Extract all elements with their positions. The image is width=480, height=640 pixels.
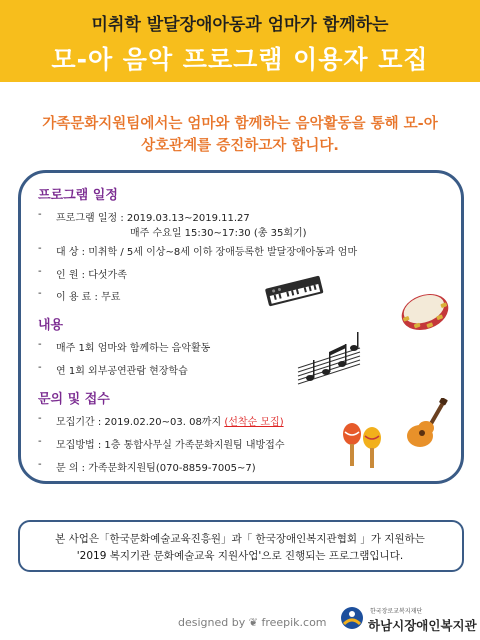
footer-line-2: '2019 복지기관 문화예술교육 지원사업'으로 진행되는 프로그램입니다.	[76, 550, 404, 562]
logo-foundation-name: 한국장로교복지재단	[370, 608, 423, 615]
schedule-item-fee: 이 용 료 : 무료	[56, 292, 121, 303]
content-item-yearly: 연 1회 외부공연관람 현장학습	[56, 366, 188, 377]
header-banner	[0, 0, 480, 82]
schedule-dash-4: -	[38, 288, 42, 299]
schedule-item-target: 대 상 : 미취학 / 5세 이상~8세 이하 장애등록한 발달장애아동과 엄마	[56, 247, 358, 258]
freepik-credit: designed by ❦ freepik.com	[178, 616, 327, 629]
content-dash-1: -	[38, 362, 42, 373]
content-title: 내용	[38, 318, 64, 333]
period-label: 모집기간 : 2019.02.20~03. 08까지	[56, 417, 225, 428]
contact-dash-0: -	[38, 413, 42, 424]
schedule-item-time: 매주 수요일 15:30~17:30 (총 35회기)	[130, 228, 307, 239]
footer-line-1: 본 사업은「한국문화예술교육진흥원」과「 한국장애인복지관협회 」가 지원하는	[55, 533, 425, 545]
content-dash-0: -	[38, 339, 42, 350]
schedule-dash-2: -	[38, 243, 42, 254]
music-notes-icon	[296, 330, 362, 390]
schedule-item-period: 프로그램 일정 : 2019.03.13~2019.11.27	[56, 213, 250, 224]
contact-dash-1: -	[38, 436, 42, 447]
contact-title: 문의 및 접수	[38, 392, 110, 407]
contact-item-phone: 문 의 : 가족문화지원팀(070-8859-7005~7)	[56, 463, 256, 474]
welfare-center-logo-icon	[340, 606, 364, 630]
logo-center-name: 하남시장애인복지관	[368, 618, 477, 633]
tambourine-icon	[396, 286, 454, 338]
guitar-icon	[404, 398, 454, 450]
header-title: 모-아 음악 프로그램 이용자 모집	[51, 45, 429, 74]
footer-box	[18, 520, 464, 572]
keyboard-icon	[262, 270, 326, 310]
contact-item-period	[56, 413, 284, 428]
schedule-dash-3: -	[38, 266, 42, 277]
contact-dash-2: -	[38, 459, 42, 470]
schedule-item-people: 인 원 : 다섯가족	[56, 270, 127, 281]
contact-item-method: 모집방법 : 1층 통합사무실 가족문화지원팀 내방접수	[56, 440, 285, 451]
intro-line-1: 가족문화지원팀에서는 엄마와 함께하는 음악활동을 통해 모-아	[42, 116, 438, 132]
schedule-dash-0: -	[38, 209, 42, 220]
intro-line-2: 상호관계를 증진하고자 합니다.	[141, 138, 339, 154]
schedule-title: 프로그램 일정	[38, 188, 118, 203]
header-subtitle: 미취학 발달장애아동과 엄마가 함께하는	[91, 15, 389, 35]
maracas-icon	[340, 420, 386, 470]
content-item-weekly: 매주 1회 엄마와 함께하는 음악활동	[56, 343, 211, 354]
period-note: (선착순 모집)	[224, 417, 284, 428]
